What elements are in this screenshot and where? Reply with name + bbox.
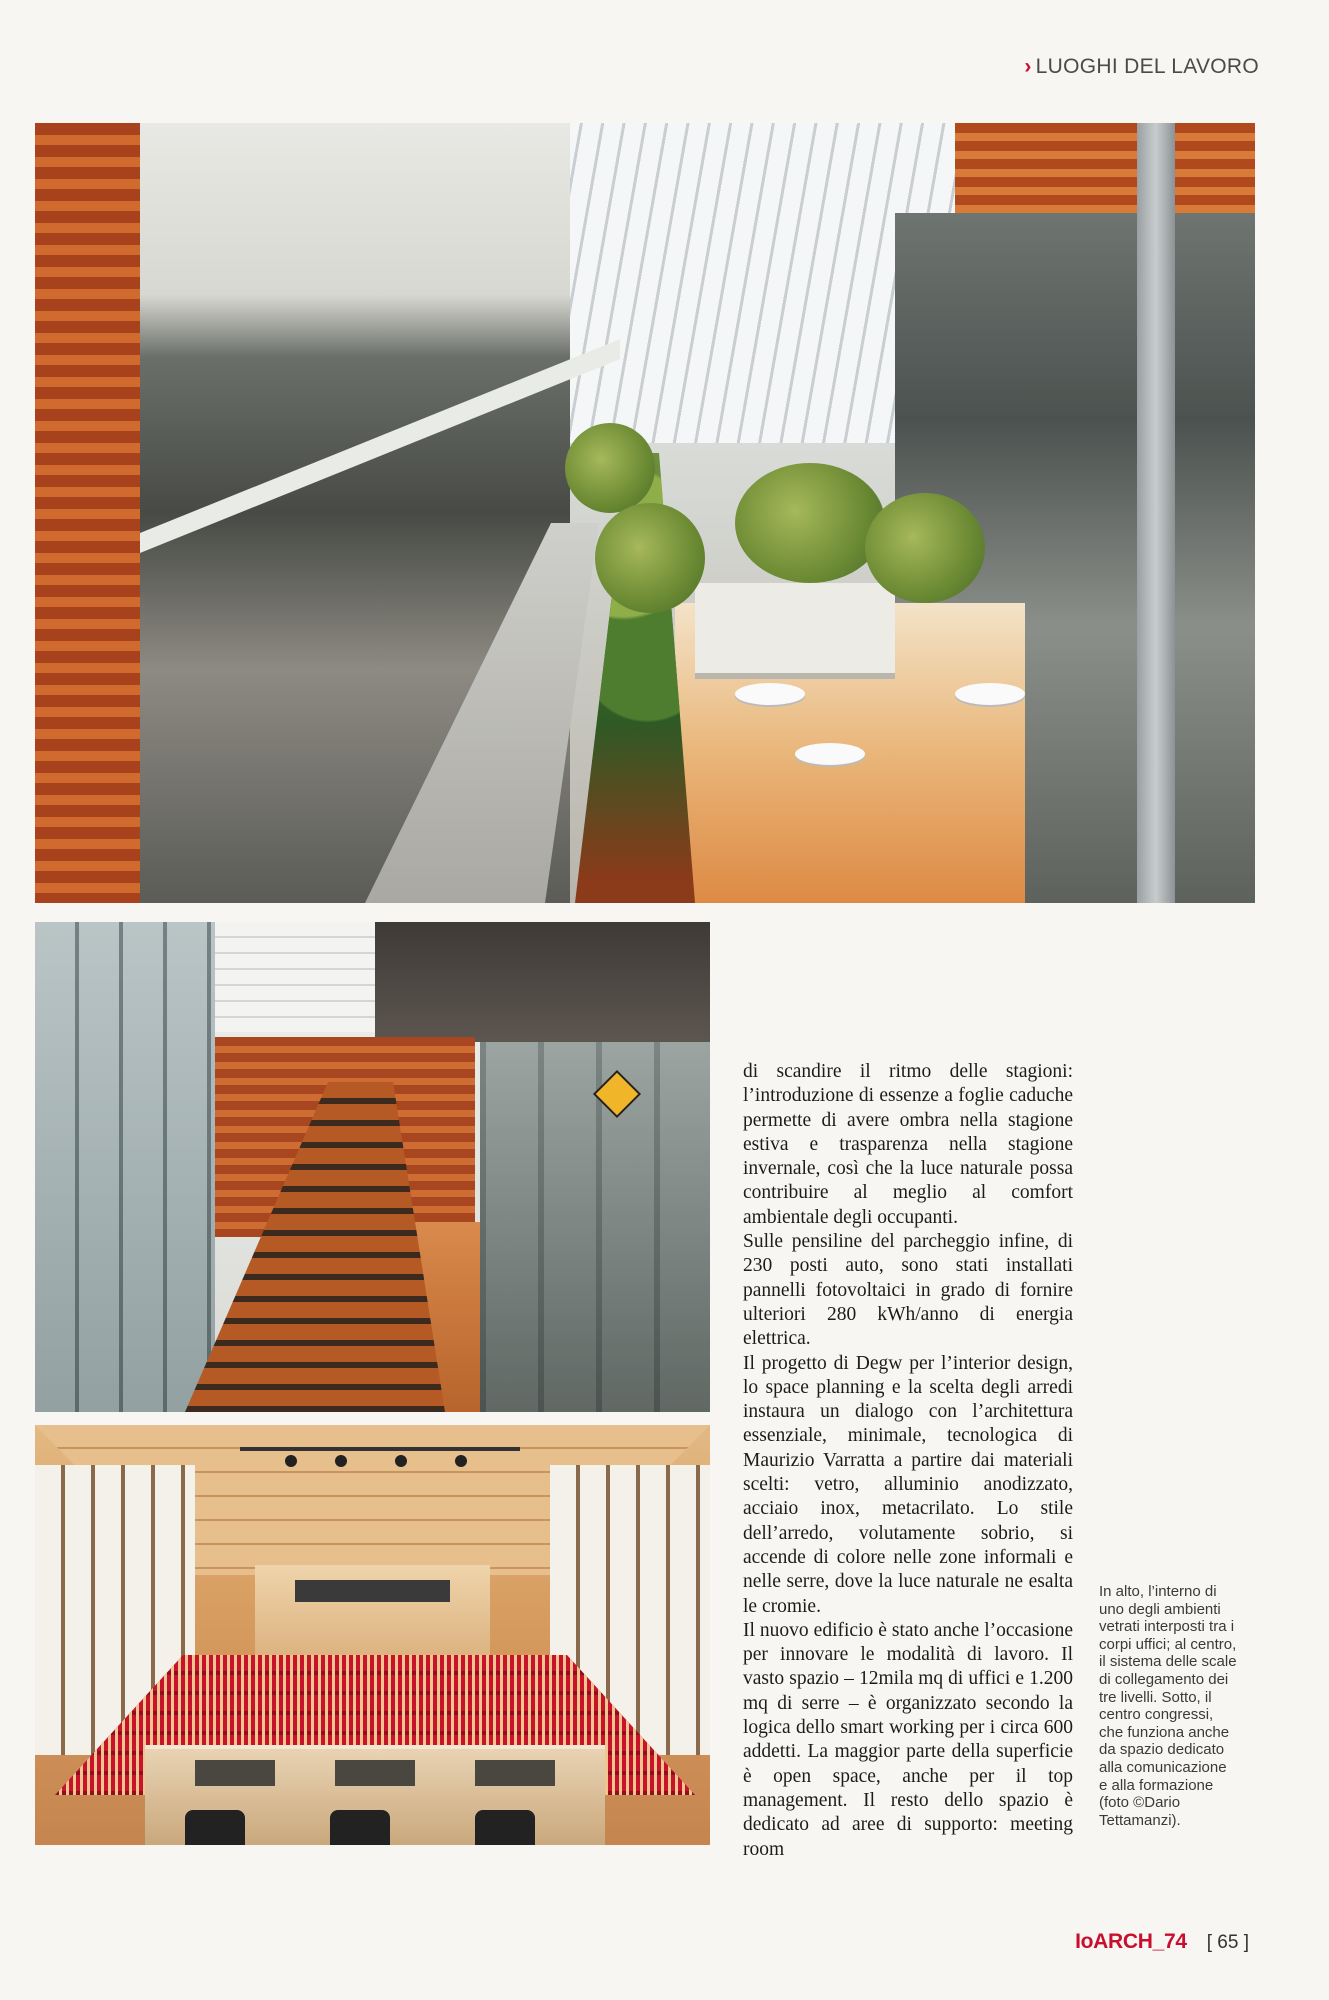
photo-caption: In alto, l’interno di uno degli ambienti vetrati interposti tra i corpi uffici; al centro, il sistema delle scale di collegamento dei tre livelli. Sotto, il centro congressi, che funziona anche da spazio dedicato alla comunicazione e alla formazione (foto ©Dario Tettamanzi).: [1099, 1583, 1237, 1829]
page-number: [ 65 ]: [1206, 1932, 1249, 1953]
chevron-right-icon: ›: [1024, 55, 1032, 78]
section-label: [1024, 55, 1259, 79]
staircase-photo: [35, 922, 710, 1412]
article-paragraph: di scandire il ritmo delle stagioni: l’introduzione di essenze a foglie caduche permette di avere ombra nella stagione estiva e trasparenza nella stagione invernale, così che la luce naturale possa contribuire al meglio al comfort ambientale degli occupanti.: [743, 1061, 1073, 1228]
atrium-photo: [35, 123, 1255, 903]
article-paragraph: Il progetto di Degw per l’interior design, lo space planning e la scelta degli arredi instaura un dialogo con l’architettura essenziale, minimale, tecnologica di Maurizio Varratta a partire dai materiali scelti: vetro, alluminio anodizzato, acciaio inox, metacrilato. Lo stile dell’arredo, volutamente sobrio, si accende di colore nelle zone informali e nelle serre, dove la luce naturale ne esalta le cromie.: [743, 1352, 1073, 1617]
magazine-issue: IoARCH_74: [1075, 1930, 1187, 1953]
article-paragraph: Il nuovo edificio è stato anche l’occasione per innovare le modalità di lavoro. Il vasto spazio – 12mila mq di uffici e 1.200 mq di serre – è organizzato secondo la logica dello smart working per i circa 600 addetti. La maggior parte della superficie è open space, anche per il top management. Il resto dello spazio è dedicato ad aree di supporto: meeting room: [743, 1619, 1073, 1860]
section-title: LUOGHI DEL LAVORO: [1035, 55, 1259, 78]
conference-hall-photo: [35, 1425, 710, 1845]
article-paragraph: Sulle pensiline del parcheggio infine, di 230 posti auto, sono stati installati pannelli fotovoltaici in grado di fornire ulteriori 280 kWh/anno di energia elettrica.: [743, 1231, 1073, 1350]
article-body: [743, 1060, 1073, 1862]
page-footer: [1075, 1930, 1249, 1954]
